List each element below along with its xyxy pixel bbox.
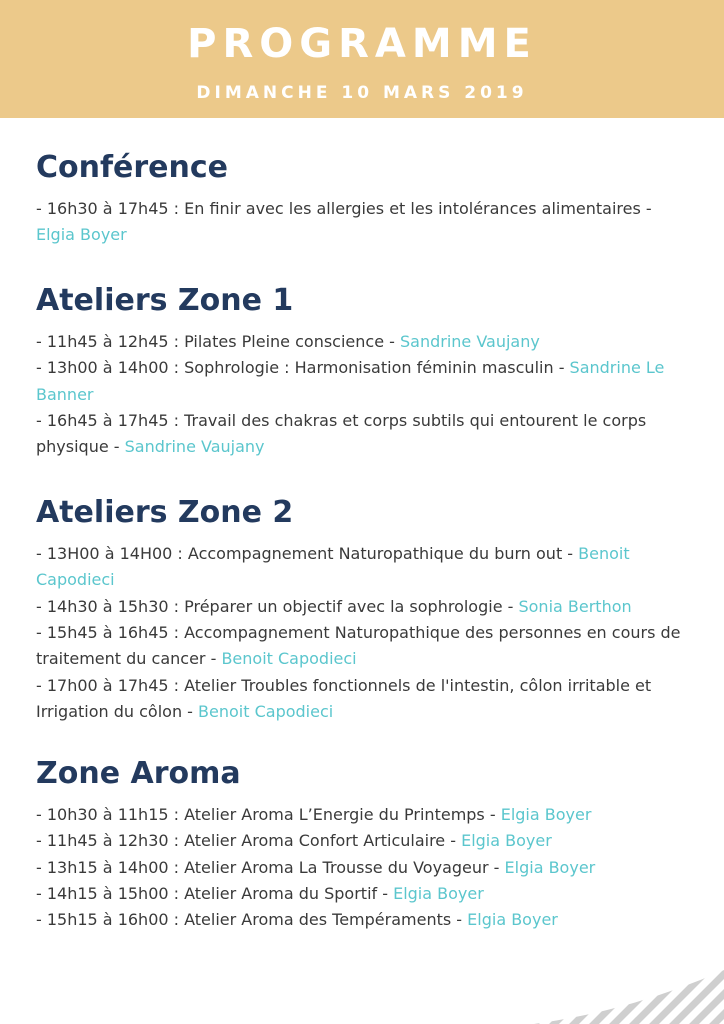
speaker-name: Sandrine Le Banner <box>36 358 665 404</box>
list-item <box>36 881 686 907</box>
speaker-name: Elgia Boyer <box>461 831 552 851</box>
entry-text: - 11h45 à 12h45 : Pilates Pleine conscience - <box>36 331 400 351</box>
list-item <box>36 802 686 828</box>
section-title: Ateliers Zone 1 <box>36 282 294 318</box>
list-item <box>36 673 686 726</box>
section-title: Conférence <box>36 150 229 185</box>
speaker-name: Elgia Boyer <box>393 883 484 903</box>
entry-text: - 13H00 à 14H00 : Accompagnement Naturopathique du burn out - <box>36 543 579 563</box>
speaker-name: Elgia Boyer <box>467 910 558 930</box>
entry-text: - 15h15 à 16h00 : Atelier Aroma des Tempéraments - <box>36 910 468 930</box>
section-zone-aroma <box>36 752 686 934</box>
entry-text: - 16h30 à 17h45 : En finir avec les allergies et les intolérances alimentaires - <box>36 199 652 218</box>
decorative-stripes <box>534 970 724 1024</box>
speaker-name: Sandrine Vaujany <box>124 437 265 457</box>
list-item <box>36 541 686 594</box>
entry-text: - 16h45 à 17h45 : Travail des chakras et corps subtils qui entourent le corps physique - <box>36 411 647 457</box>
entry-text: - 13h00 à 14h00 : Sophrologie : Harmonisation féminin masculin - <box>36 358 570 378</box>
speaker-name: Elgia Boyer <box>500 804 592 824</box>
list-item <box>36 907 686 933</box>
list-item <box>36 855 686 881</box>
entry-text: - 13h15 à 14h00 : Atelier Aroma La Trousse du Voyageur - <box>36 857 505 877</box>
list-item <box>36 329 686 355</box>
entry-text: - 15h45 à 16h45 : Accompagnement Naturopathique des personnes en cours de traitement du cancer - <box>36 623 681 669</box>
stripes-graphic <box>534 970 724 1024</box>
speaker-name: Benoit Capodieci <box>198 702 334 722</box>
entry-text: - 11h45 à 12h30 : Atelier Aroma Confort Articulaire - <box>36 831 462 851</box>
section-conference <box>36 146 686 249</box>
entry-text: - 14h30 à 15h30 : Préparer un objectif avec la sophrologie - <box>36 596 519 616</box>
speaker-name: Sandrine Vaujany <box>399 331 540 351</box>
list-item <box>36 620 686 673</box>
speaker-name: Sonia Berthon <box>518 596 632 616</box>
speaker-name: Benoit Capodieci <box>36 543 630 590</box>
list-item <box>36 408 686 461</box>
section-ateliers-zone-2 <box>36 491 686 726</box>
entry-text: - 17h00 à 17h45 : Atelier Troubles fonctionnels de l'intestin, côlon irritable et Irrigation du côlon - <box>36 675 652 722</box>
list-item <box>36 355 686 408</box>
entry-text: - 10h30 à 11h15 : Atelier Aroma L’Energie du Printemps - <box>36 804 501 824</box>
speaker-name: Elgia Boyer <box>504 857 596 877</box>
event-date: DIMANCHE 10 MARS 2019 <box>196 83 528 103</box>
header-banner <box>0 0 724 118</box>
section-title: Ateliers Zone 2 <box>36 494 294 530</box>
page-title: PROGRAMME <box>187 21 537 67</box>
list-item <box>36 828 686 854</box>
list-item <box>36 196 686 249</box>
speaker-name: Benoit Capodieci <box>221 649 357 669</box>
program-content <box>36 146 686 934</box>
speaker-name: Elgia Boyer <box>36 225 127 245</box>
section-title: Zone Aroma <box>36 755 241 791</box>
entry-text: - 14h15 à 15h00 : Atelier Aroma du Sportif - <box>36 883 394 903</box>
section-ateliers-zone-1 <box>36 279 686 461</box>
list-item <box>36 594 686 620</box>
